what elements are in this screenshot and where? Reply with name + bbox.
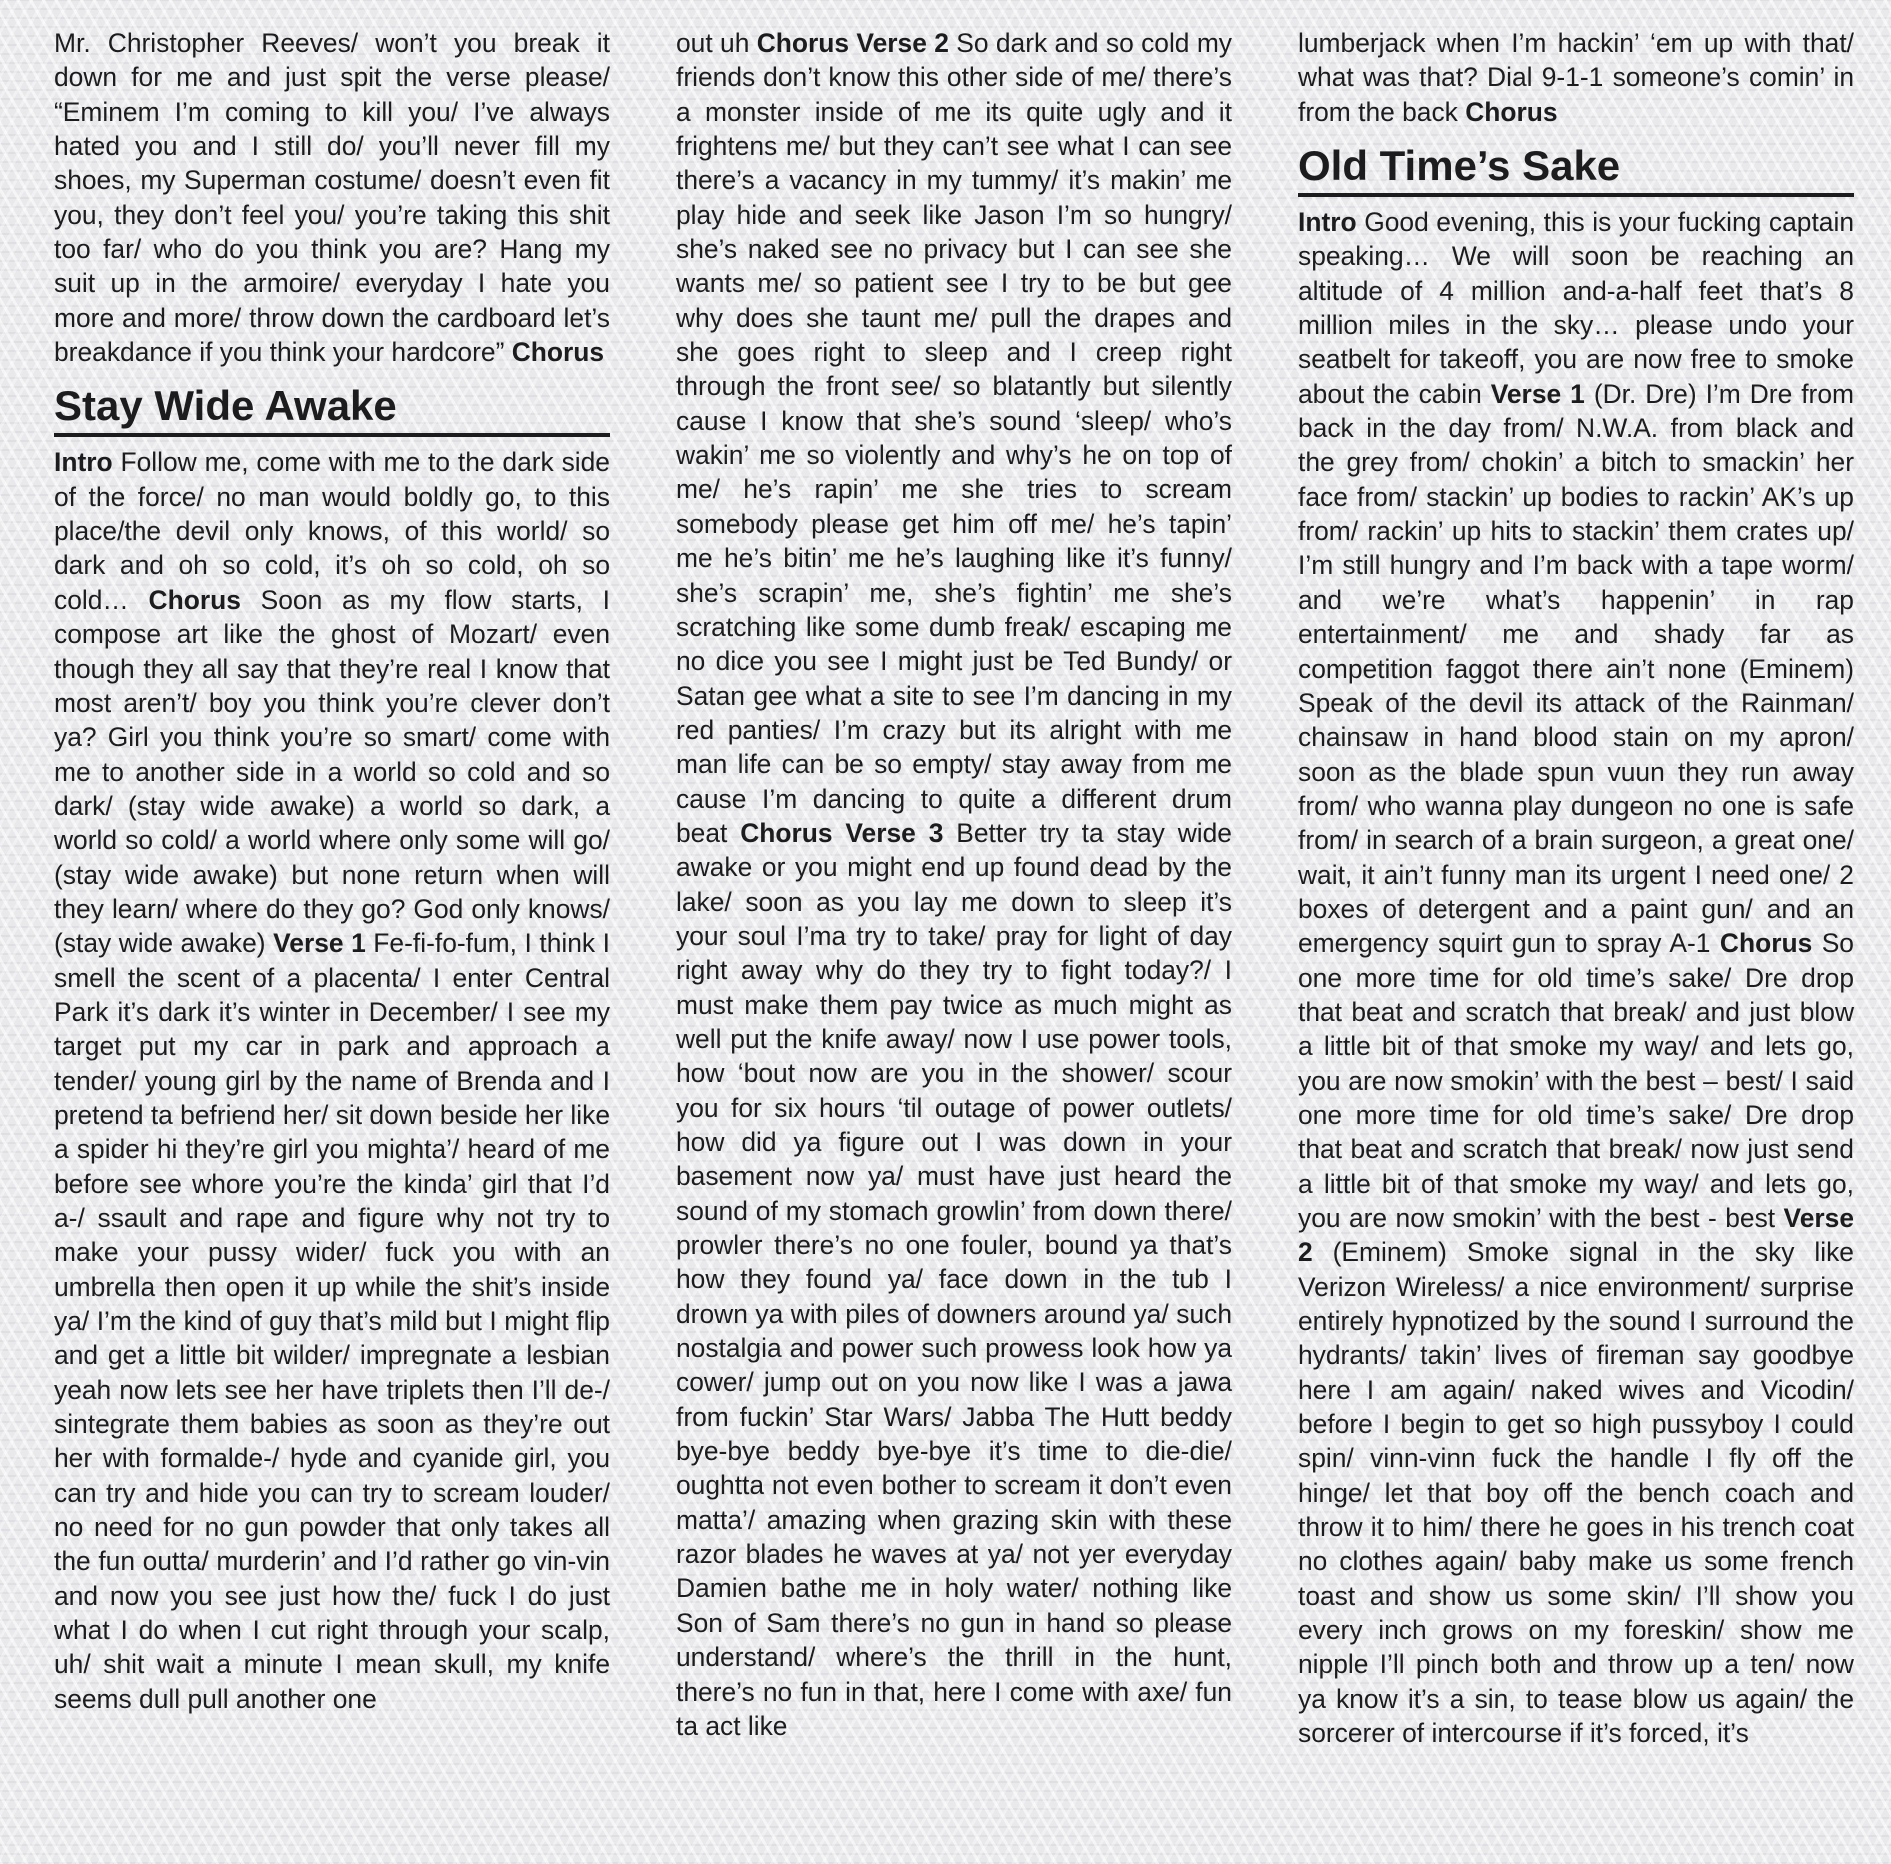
lyrics-paragraph	[1298, 26, 1854, 129]
section-label-chorus: Chorus	[1719, 928, 1813, 959]
song-title-old-times-sake: Old Time’s Sake	[1298, 141, 1854, 197]
lyrics-paragraph	[54, 445, 610, 1716]
lyric-text: Soon as my flow starts, I compose art like the ghost of Mozart/ even though they all say that they’re real I know that most aren’t/ boy you think you’re clever don’t ya? Girl you think you’re so smart/ come with me to another side in a world so cold and so dark/ (stay wide awake) a world so dark, a world so cold/ a world where only some will go/ (stay wide awake) but none return when will they learn/ where do they go? God only knows/ (stay wide awake)	[54, 584, 611, 959]
lyric-text: out uh	[676, 28, 757, 58]
lyrics-column-middle	[676, 26, 1232, 1743]
lyric-text: Fe-fi-fo-fum, I think I smell the scent of a placenta/ I enter Central Park it’s dark it’s winter in December/ I see my target put my car in park and approach a tender/ young girl by the name of Brenda and I pretend ta befriend her/ sit down beside her like a spider hi they’re girl you mighta’/ heard of me before see whore you’re the kinda’ girl that I’d a-/ ssault and rape and figure why not try to make your pussy wider/ fuck you with an umbrella then open it up while the shit’s inside ya/ I’m the kind of guy that’s mild but I might flip and get a little bit wilder/ impregnate a lesbian yeah now lets see her have triplets then I’ll de-/ sintegrate them babies as soon as they’re out her with formalde-/ hyde and cyanide girl, you can try and hide you can try to scream louder/ no need for no gun powder that only takes all the fun outta/ murderin’ and I’d rather go vin-vin and now you see just how the/ fuck I do just what I do when I cut right through your scalp, uh/ shit wait a minute I mean skull, my knife seems dull pull another one	[54, 928, 611, 1714]
section-label-intro: Intro	[1298, 207, 1357, 238]
lyric-text: So one more time for old time’s sake/ Dre drop that beat and scratch that break/ and just blow a little bit of that smoke my way/ and lets go, you are now smokin’ with the best – best/ I said one more time for old time’s sake/ Dre drop that beat and scratch that break/ now just send a little bit of that smoke my way/ and lets go, you are now smokin’ with the best - best	[1298, 928, 1854, 1233]
section-label-chorus-verse: Chorus Verse 2	[756, 28, 949, 58]
lyric-text: (Dr. Dre) I’m Dre from back in the day from/ N.W.A. from black and the grey from/ chokin’ a bitch to smackin’ her face from/ stackin’ up bodies to rackin’ AK’s up from/ rackin’ up hits to stackin’ them crates up/ I’m still hungry and I’m back with a tape worm/ and we’re what’s happenin’ in rap entertainment/ me and shady far as competition faggot there ain’t none (Eminem) Speak of the devil its attack of the Rainman/ chainsaw in hand blood stain on my apron/ soon as the blade spun vuun they run away from/ who wanna play dungeon no one is safe from/ in search of a brain surgeon, a great one/ wait, it ain’t funny man its urgent I need one/ 2 boxes of detergent and a paint gun/ and an emergency squirt gun to spray A-1	[1298, 378, 1854, 959]
lyric-text: (Eminem) Smoke signal in the sky like Verizon Wireless/ a nice environment/ surprise entirely hypnotized by the sound I surround the hydrants/ takin’ lives of fireman say goodbye here I am again/ naked wives and Vicodin/ before I begin to get so high pussyboy I could spin/ vinn-vinn fuck the handle I fly off the hinge/ let that boy off the bench coach and throw it to him/ there he goes in his trench coat no clothes again/ baby make us some french toast and show us some skin/ I’ll show you every inch grows on my foreskin/ show me nipple I’ll pinch both and throw up a ten/ now ya know it’s a sin, to tease blow us again/ the sorcerer of intercourse if it’s forced, it’s	[1298, 1237, 1854, 1749]
lyrics-paragraph	[1298, 205, 1854, 1750]
section-label-verse: Verse 2	[1298, 1203, 1854, 1268]
section-label-chorus: Chorus	[1465, 96, 1558, 127]
lyric-text: lumberjack when I’m hackin’ ‘em up with that/ what was that? Dial 9-1-1 someone’s comin’ in from the back	[1298, 28, 1854, 127]
section-label-chorus: Chorus	[511, 337, 605, 368]
section-label-verse: Verse 1	[273, 928, 366, 959]
lyric-text: So dark and so cold my friends don’t know this other side of me/ there’s a monster inside of me its quite ugly and it frightens me/ but they can’t see what I can see there’s a vacancy in my tummy/ it’s makin’ me play hide and seek like Jason I’m so hungry/ she’s naked see no privacy but I can see she wants me/ so patient see I try to be but gee why does she taunt me/ pull the drapes and she goes right to sleep and I creep right through the front see/ so blatantly but silently cause I know that she’s sound ‘sleep/ who’s wakin’ me so violently and why’s he on top of me/ he’s rapin’ me she tries to scream somebody please get him off me/ he’s tapin’ me he’s bitin’ me he’s laughing like it’s funny/ she’s scrapin’ me, she’s fightin’ me she’s scratching like some dumb freak/ escaping me no dice you see I might just be Ted Bundy/ or Satan gee what a site to see I’m dancing in my red panties/ I’m crazy but its alright with me man life can be so empty/ stay away from me cause I’m dancing to quite a different drum beat	[676, 28, 1232, 848]
section-label-chorus-verse: Chorus Verse 3	[740, 817, 944, 848]
lyrics-column-right	[1298, 26, 1854, 1751]
lyric-text: Better try ta stay wide awake or you might end up found dead by the lake/ soon as you lay me down to sleep it’s your soul I’ma try to take/ pray for light of day right away why do they try to fight today?/ I must make them pay twice as much might as well put the knife away/ now I use power tools, how ‘bout now are you in the shower/ scour you for six hours ‘til outage of power outlets/ how did ya figure out I was down in your basement now ya/ must have just heard the sound of my stomach growlin’ from down there/ prowler there’s no one fouler, bound ya that’s how they found ya/ face down in the tub I drown ya with piles of downers around ya/ such nostalgia and power such prowess look how ya cower/ jump out on you now like I was a jawa from fuckin’ Star Wars/ Jabba The Hutt beddy bye-bye beddy bye-bye it’s time to die-die/ oughtta not even bother to scream it don’t even matta’/ amazing when grazing skin with these razor blades he waves at ya/ not yer everyday Damien bathe me in holy water/ nothing like Son of Sam there’s no gun in hand so please understand/ where’s the thrill in the hunt, there’s no fun in that, here I come with axe/ fun ta act like	[676, 817, 1232, 1741]
section-label-verse: Verse 1	[1490, 378, 1585, 409]
song-title-stay-wide-awake: Stay Wide Awake	[54, 381, 610, 437]
lyric-text: Mr. Christopher Reeves/ won’t you break it down for me and just spit the verse please/ “Eminem I’m coming to kill you/ I’ve always hated you and I still do/ you’ll never fill my shoes, my Superman costume/ doesn’t even fit you, they don’t feel you/ you’re taking this shit too far/ who do you think you are? Hang my suit up in the armoire/ everyday I hate you more and more/ throw down the cardboard let’s breakdance if you think your hardcore”	[54, 28, 610, 368]
section-label-chorus: Chorus	[148, 584, 241, 615]
lyrics-column-left	[54, 26, 610, 1716]
lyrics-paragraph	[54, 26, 610, 369]
lyric-text: Follow me, come with me to the dark side of the force/ no man would boldly go, to this place/the devil only knows, of this world/ so dark and oh so cold, it’s oh so cold, oh so cold…	[54, 447, 610, 615]
lyrics-paragraph	[676, 26, 1232, 1743]
lyric-text: Good evening, this is your fucking captain speaking… We will soon be reaching an altitude of 4 million and-a-half feet that’s 8 million miles in the sky… please undo your seatbelt for takeoff, you are now free to smoke about the cabin	[1298, 207, 1854, 409]
section-label-intro: Intro	[54, 447, 113, 478]
